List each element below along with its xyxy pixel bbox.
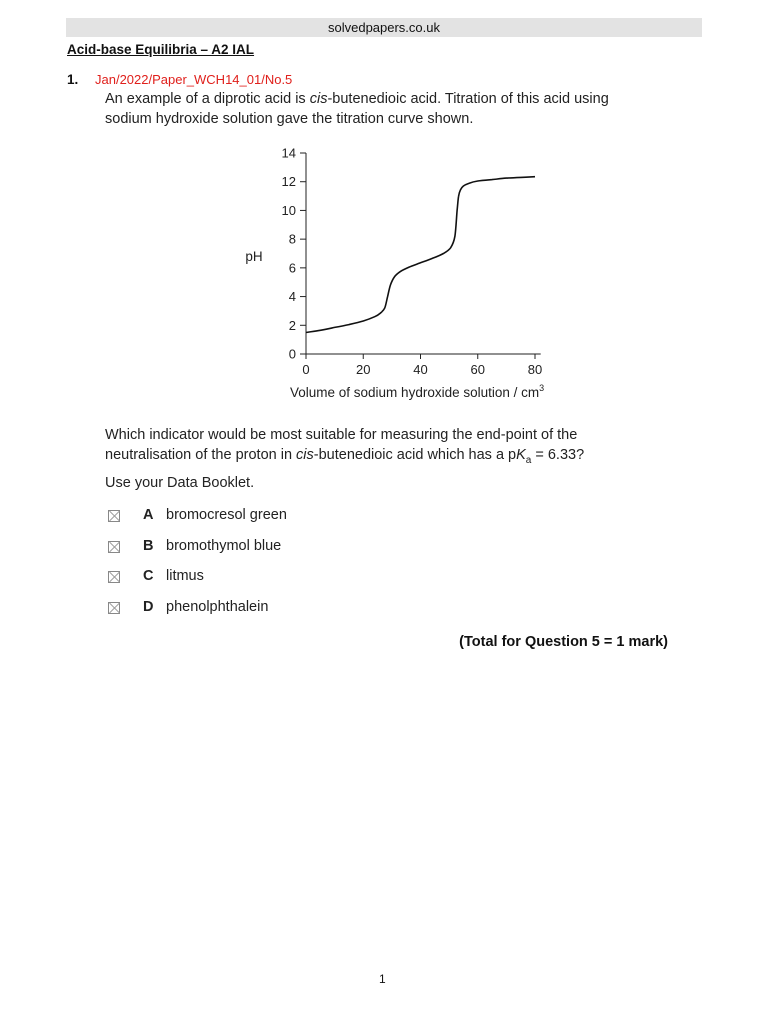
option-letter: A	[143, 507, 154, 523]
y-tick-label: 0	[288, 346, 296, 362]
option-b-checkbox[interactable]	[108, 541, 120, 553]
y-tick-label: 4	[288, 289, 296, 305]
x-tick-label: 60	[470, 362, 485, 377]
option-letter: D	[143, 599, 154, 615]
site-name: solvedpapers.co.uk	[327, 20, 440, 35]
option-letter: C	[143, 568, 154, 584]
intro-line-1: An example of a diprotic acid is cis-butenedioic acid. Titration of this acid using	[105, 91, 609, 107]
y-tick-label: 10	[281, 202, 296, 218]
y-tick-label: 6	[288, 260, 296, 276]
option-d-checkbox[interactable]	[108, 602, 120, 614]
prompt-line-1: Which indicator would be most suitable for measuring the end-point of the	[105, 427, 578, 443]
x-tick-label: 20	[356, 362, 371, 377]
instruction-text: Use your Data Booklet.	[105, 475, 255, 491]
document-title: Acid-base Equilibria – A2 IAL	[67, 42, 255, 57]
y-tick-label: 2	[288, 317, 296, 333]
y-tick-label: 14	[281, 145, 296, 161]
y-tick-label: 12	[281, 174, 296, 190]
y-axis-label: pH	[245, 249, 263, 264]
question-number: 1.	[67, 72, 79, 87]
intro-line-2: sodium hydroxide solution gave the titration curve shown.	[105, 111, 474, 127]
x-tick-label: 80	[527, 362, 543, 377]
question-reference: Jan/2022/Paper_WCH14_01/No.5	[95, 72, 293, 87]
option-text: phenolphthalein	[166, 599, 269, 615]
x-tick-label: 0	[302, 362, 310, 377]
titration-curve-chart	[0, 0, 768, 410]
y-tick-label: 8	[288, 231, 296, 247]
page-number: 1	[379, 972, 386, 986]
option-text: bromocresol green	[166, 507, 287, 523]
option-text: litmus	[166, 568, 204, 584]
x-tick-label: 40	[413, 362, 428, 377]
total-marks: (Total for Question 5 = 1 mark)	[459, 634, 668, 650]
prompt-line-2: neutralisation of the proton in cis-butenedioic acid which has a $pK_a = 6.33$?	[105, 447, 585, 466]
titration-curve-line	[306, 177, 535, 333]
option-letter: B	[143, 538, 154, 554]
option-a-checkbox[interactable]	[108, 510, 120, 522]
x-axis-label: Volume of sodium hydroxide solution / $cm^3$	[290, 383, 545, 400]
option-c-checkbox[interactable]	[108, 571, 120, 583]
option-text: bromothymol blue	[166, 538, 282, 554]
question-prompt	[105, 425, 625, 471]
